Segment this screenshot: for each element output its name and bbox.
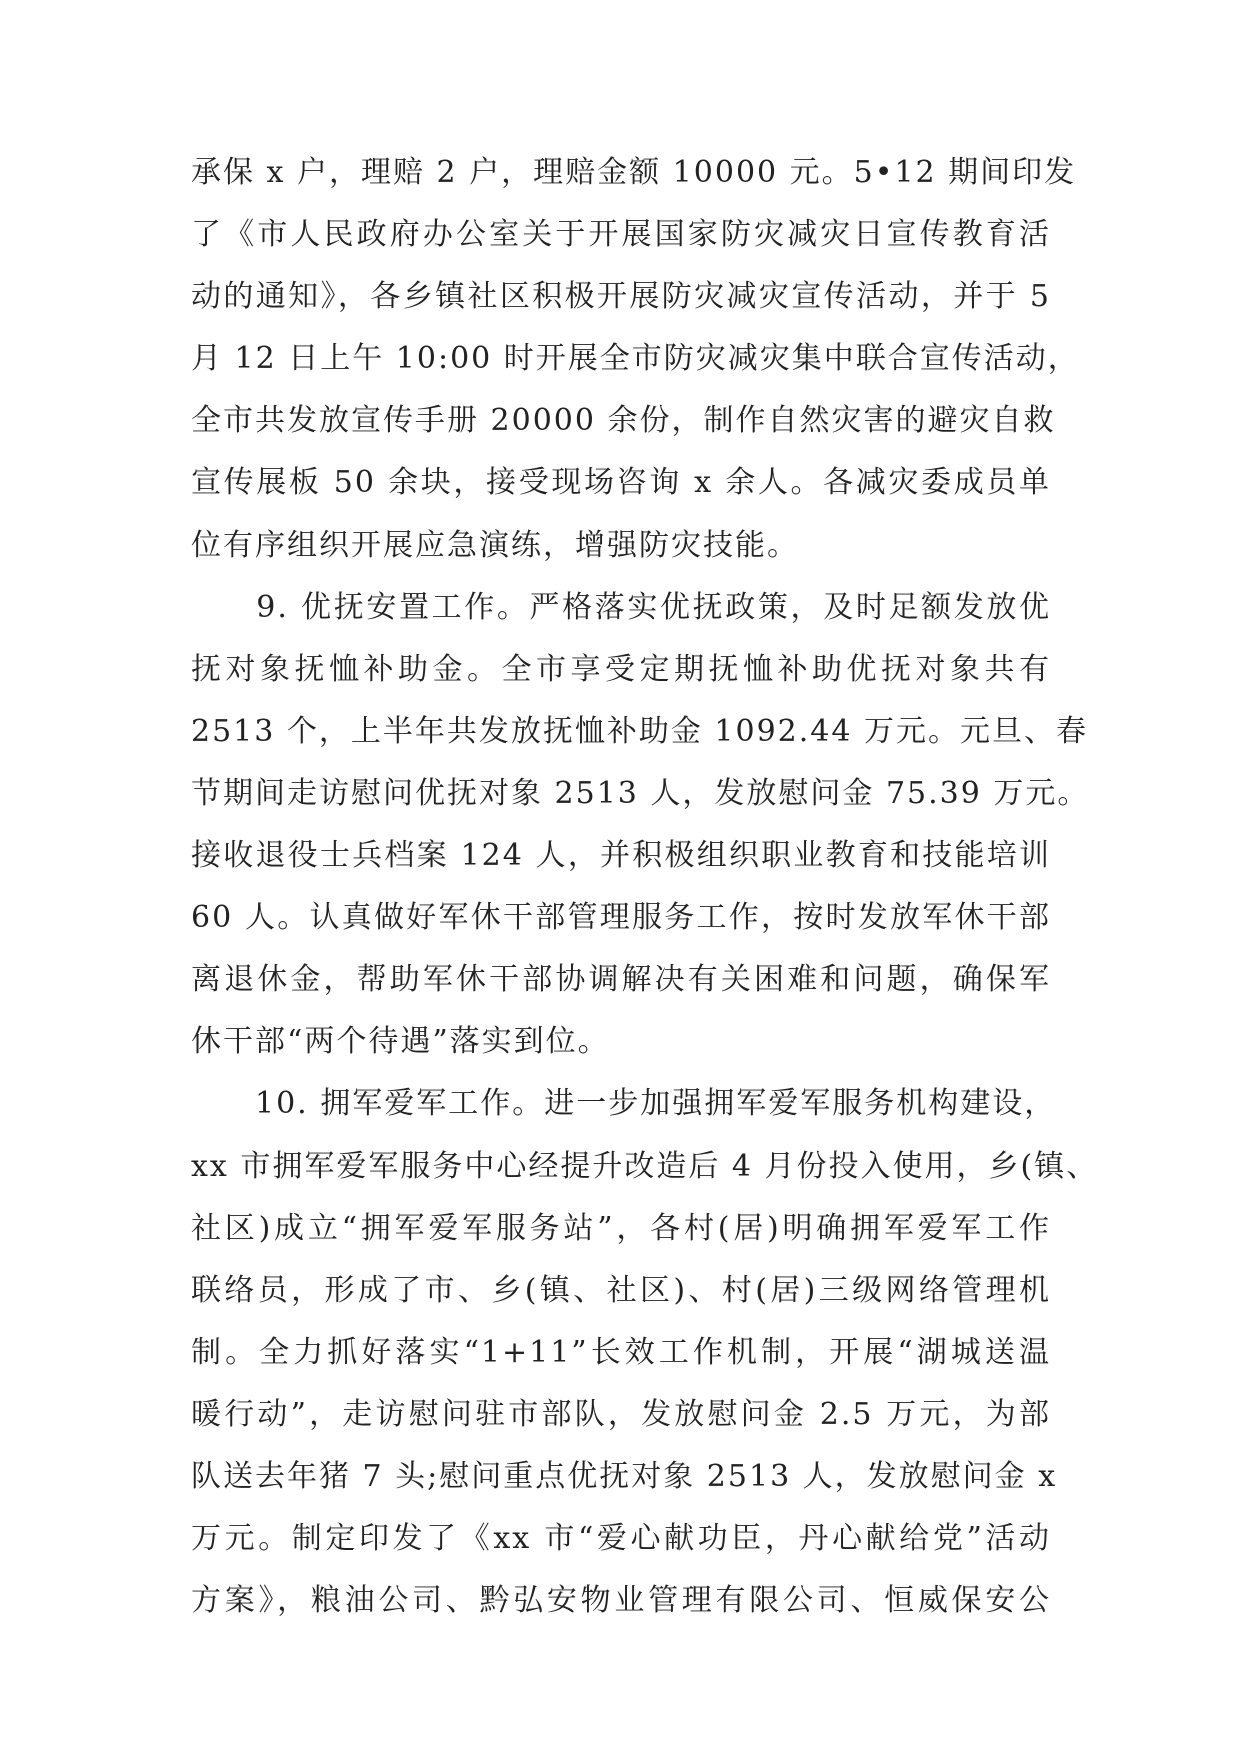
- text-line-6: 宣传展板 50 余块，接受现场咨询 x 余人。各减灾委成员单: [191, 465, 1051, 501]
- text-line-3: 动的通知》，各乡镇社区积极开展防灾减灾宣传活动，并于 5: [191, 279, 1051, 315]
- text-line-24: 方案》，粮油公司、黔弘安物业管理有限公司、恒威保安公: [191, 1583, 1051, 1619]
- text-line-14: 离退休金，帮助军休干部协调解决有关困难和问题，确保军: [191, 962, 1051, 998]
- text-line-2: 了《市人民政府办公室关于开展国家防灾减灾日宣传教育活: [191, 217, 1051, 253]
- text-line-23: 万元。制定印发了《xx 市“爱心献功臣，丹心献给党”活动: [191, 1521, 1051, 1557]
- text-line-20: 制。全力抓好落实“1+11”长效工作机制，开展“湖城送温: [191, 1334, 1051, 1370]
- text-line-9: 抚对象抚恤补助金。全市享受定期抚恤补助优抚对象共有: [191, 651, 1051, 687]
- text-line-8: 9. 优抚安置工作。严格落实优抚政策，及时足额发放优: [191, 589, 1051, 625]
- text-line-11: 节期间走访慰问优抚对象 2513 人，发放慰问金 75.39 万元。: [191, 775, 1090, 811]
- text-line-19: 联络员，形成了市、乡(镇、社区)、村(居)三级网络管理机: [191, 1272, 1051, 1308]
- text-line-12: 接收退役士兵档案 124 人，并积极组织职业教育和技能培训: [191, 838, 1051, 874]
- text-line-22: 队送去年猪 7 头;慰问重点优抚对象 2513 人，发放慰问金 x: [191, 1458, 1058, 1494]
- text-line-15: 休干部“两个待遇”落实到位。: [191, 1024, 610, 1060]
- text-line-7: 位有序组织开展应急演练，增强防灾技能。: [191, 527, 799, 563]
- text-line-21: 暖行动”，走访慰问驻市部队，发放慰问金 2.5 万元，为部: [191, 1396, 1051, 1432]
- text-line-4: 月 12 日上午 10:00 时开展全市防灾减灾集中联合宣传活动，: [191, 341, 1080, 377]
- text-line-16: 10. 拥军爱军工作。进一步加强拥军爱军服务机构建设，: [191, 1086, 1057, 1122]
- text-line-18: 社区)成立“拥军爱军服务站”，各村(居)明确拥军爱军工作: [191, 1210, 1051, 1246]
- body-text: [191, 155, 1099, 1648]
- text-line-10: 2513 个，上半年共发放抚恤补助金 1092.44 万元。元旦、春: [191, 713, 1089, 749]
- text-line-13: 60 人。认真做好军休干部管理服务工作，按时发放军休干部: [191, 900, 1051, 936]
- text-line-5: 全市共发放宣传手册 20000 余份，制作自然灾害的避灾自救: [191, 403, 1056, 439]
- text-line-17: xx 市拥军爱军服务中心经提升改造后 4 月份投入使用，乡(镇、: [191, 1148, 1099, 1184]
- text-line-1: 承保 x 户，理赔 2 户，理赔金额 10000 元。5•12 期间印发: [191, 155, 1077, 190]
